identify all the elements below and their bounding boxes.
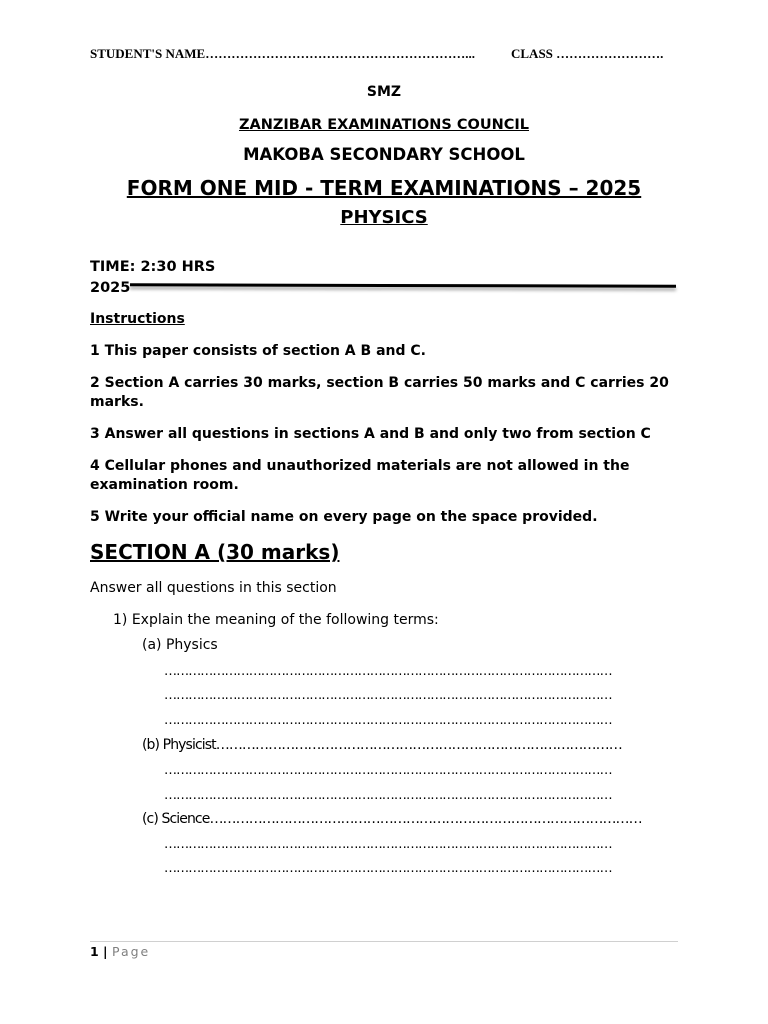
instruction-item: 5 Write your official name on every page on the space provided.: [90, 509, 598, 525]
exam-year: 2025: [90, 280, 131, 296]
answer-line[interactable]: …………………………………………………………………………………………………: [164, 837, 612, 852]
instruction-item: 2 Section A carries 30 marks, section B carries 50 marks and C carries 20 marks.: [90, 375, 669, 410]
instruction-item: 3 Answer all questions in sections A and B and only two from section C: [90, 426, 651, 442]
exam-title: FORM ONE MID - TERM EXAMINATIONS – 2025: [126, 176, 642, 200]
board-abbreviation: SMZ: [366, 84, 402, 100]
council-title: ZANZIBAR EXAMINATIONS COUNCIL: [238, 117, 530, 133]
answer-line[interactable]: …………………………………………………………………………………………………: [164, 763, 612, 778]
instruction-item: 4 Cellular phones and unauthorized materials are not allowed in the examination room.: [90, 458, 630, 493]
subject-title: PHYSICS: [340, 207, 428, 228]
instruction-item: 1 This paper consists of section A B and C.: [90, 343, 426, 359]
header-divider: [130, 283, 676, 287]
page-label: Page: [111, 944, 151, 959]
student-name-field: STUDENT'S NAME……………………………………………………...: [90, 46, 475, 61]
question-1c-label: (c) Science………………………………………………………………………………………: [142, 811, 642, 827]
exam-time: TIME: 2:30 HRS: [90, 259, 216, 275]
answer-line[interactable]: …………………………………………………………………………………………………: [164, 688, 612, 703]
footer-divider: [90, 941, 678, 942]
footer-separator: |: [98, 944, 112, 959]
instructions-heading: Instructions: [90, 311, 185, 327]
section-a-heading: SECTION A (30 marks): [90, 540, 340, 564]
question-1b-label: (b) Physicist…………………………………………………………………………………: [142, 737, 622, 753]
page-footer: [90, 944, 150, 959]
class-field: CLASS …………………….: [511, 46, 664, 61]
question-1a-label: (a) Physics: [142, 637, 218, 653]
school-title: MAKOBA SECONDARY SCHOOL: [243, 145, 525, 164]
page-number: 1: [90, 944, 99, 959]
question-1: 1) Explain the meaning of the following terms:: [113, 612, 439, 628]
answer-line[interactable]: …………………………………………………………………………………………………: [164, 664, 612, 679]
answer-line[interactable]: …………………………………………………………………………………………………: [164, 861, 612, 876]
answer-line[interactable]: …………………………………………………………………………………………………: [164, 713, 612, 728]
section-a-instruction: Answer all questions in this section: [90, 580, 337, 596]
answer-line[interactable]: …………………………………………………………………………………………………: [164, 788, 612, 803]
